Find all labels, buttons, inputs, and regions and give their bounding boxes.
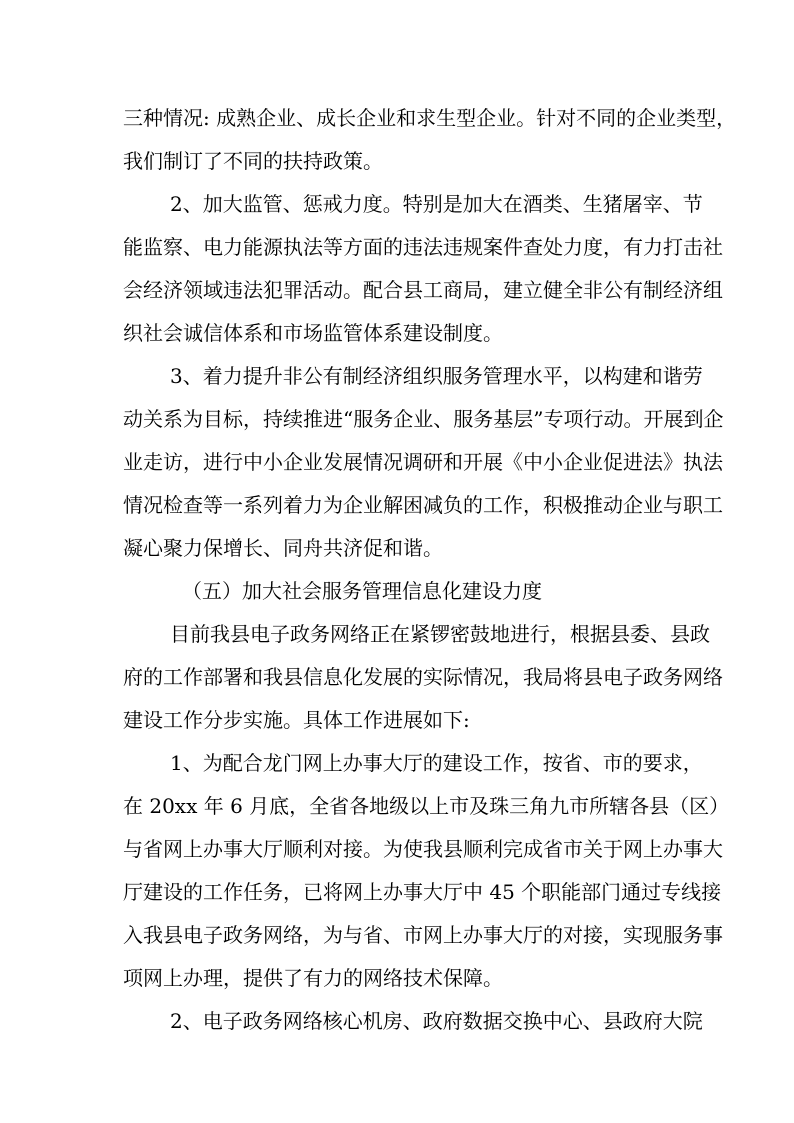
paragraph-line: 建设工作分步实施。具体工作进展如下: xyxy=(123,708,470,732)
paragraph-line: 厅建设的工作任务，已将网上办事大厅中 45 个职能部门通过专线接 xyxy=(123,880,722,904)
paragraph-line: 在 20xx 年 6 月底，全省各地级以上市及珠三角九市所辖各县（区） xyxy=(123,794,730,818)
paragraph-line: 织社会诚信体系和市场监管体系建设制度。 xyxy=(123,321,503,345)
paragraph-line: 业走访，进行中小企业发展情况调研和开展《中小企业促进法》执法 xyxy=(123,450,723,474)
paragraph-line: 我们制订了不同的扶持政策。 xyxy=(123,149,383,173)
paragraph-line: 与省网上办事大厅顺利对接。为使我县顺利完成省市关于网上办事大 xyxy=(123,837,723,861)
paragraph-line: 项网上办理，提供了有力的网络技术保障。 xyxy=(123,966,503,990)
paragraph-line: 3、着力提升非公有制经济组织服务管理水平，以构建和谐劳 xyxy=(170,364,703,388)
section-heading: （五）加大社会服务管理信息化建设力度 xyxy=(182,579,542,603)
paragraph-line: 能监察、电力能源执法等方面的违法违规案件查处力度，有力打击社 xyxy=(123,235,723,259)
paragraph-line: 1、为配合龙门网上办事大厅的建设工作，按省、市的要求， xyxy=(170,751,703,775)
paragraph-line: 府的工作部署和我县信息化发展的实际情况，我局将县电子政务网络 xyxy=(123,665,723,689)
paragraph-line: 动关系为目标，持续推进“服务企业、服务基层”专项行动。开展到企 xyxy=(123,407,724,431)
paragraph-line: 入我县电子政务网络，为与省、市网上办事大厅的对接，实现服务事 xyxy=(123,923,723,947)
paragraph-line: 会经济领域违法犯罪活动。配合县工商局，建立健全非公有制经济组 xyxy=(123,278,723,302)
paragraph-line: 情况检查等一系列着力为企业解困减负的工作，积极推动企业与职工 xyxy=(123,493,723,517)
paragraph-line: 2、加大监管、惩戒力度。特别是加大在酒类、生猪屠宰、节 xyxy=(170,192,703,216)
paragraph-line: 凝心聚力保增长、同舟共济促和谐。 xyxy=(123,536,443,560)
paragraph-line: 2、电子政务网络核心机房、政府数据交换中心、县政府大院 xyxy=(170,1009,703,1033)
paragraph-line: 目前我县电子政务网络正在紧锣密鼓地进行，根据县委、县政 xyxy=(170,622,710,646)
paragraph-line: 三种情况: 成熟企业、成长企业和求生型企业。针对不同的企业类型， xyxy=(123,106,737,130)
